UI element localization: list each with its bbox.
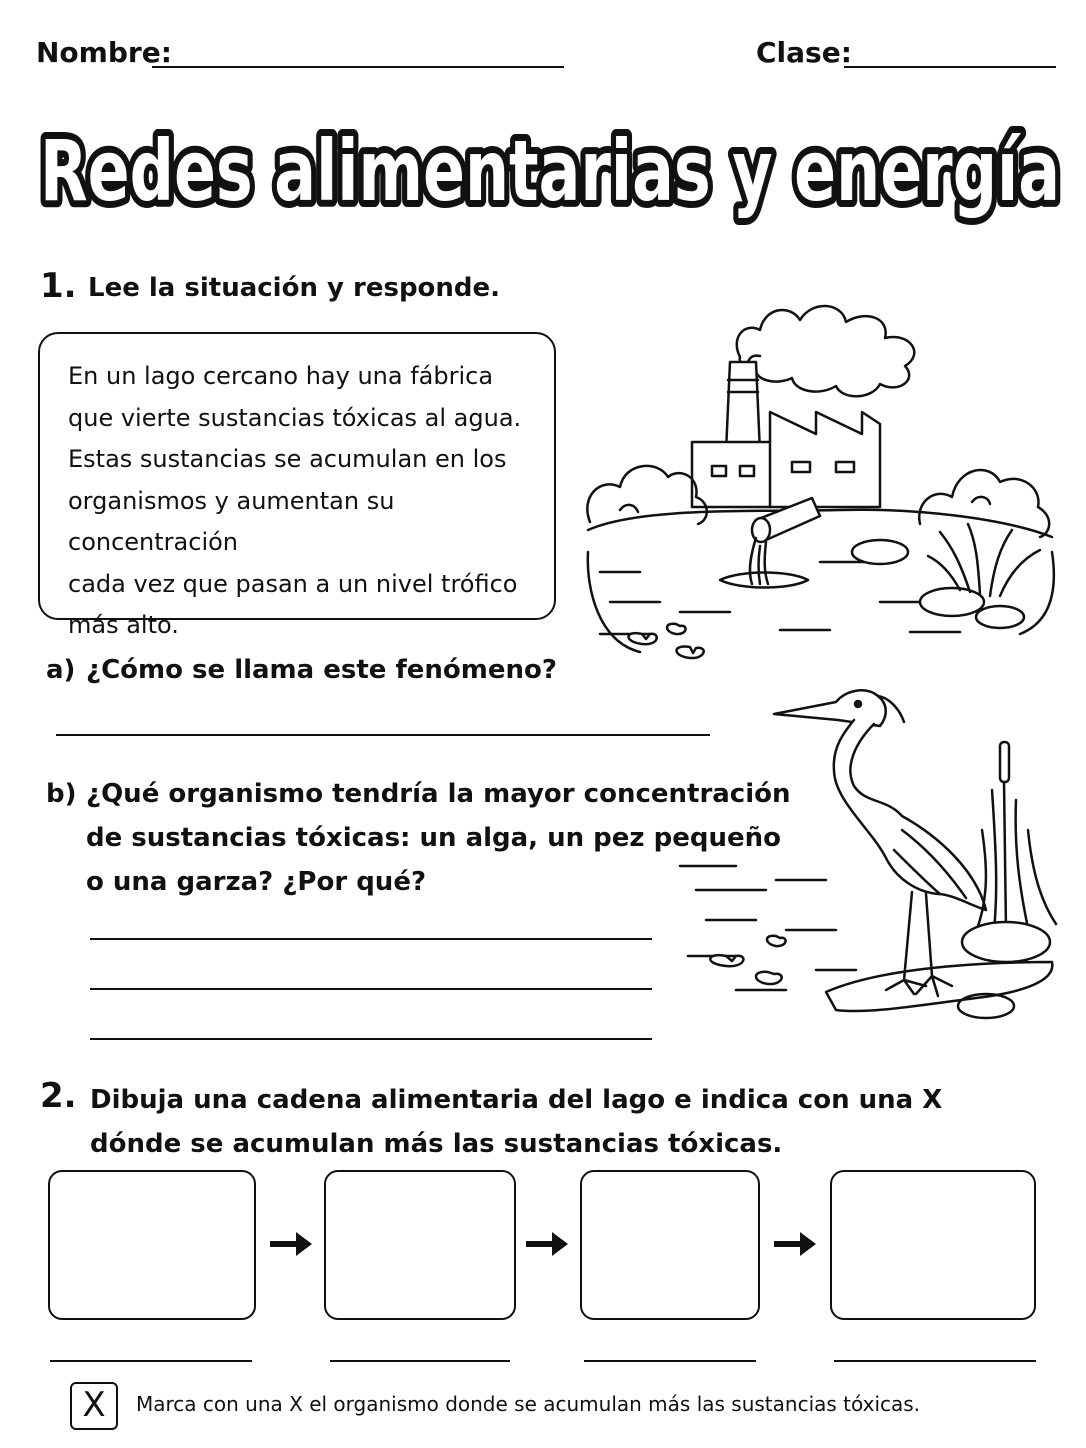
page-title-text: Redes alimentarias y energía [40, 122, 1060, 220]
q1a-text: ¿Cómo se llama este fenómeno? [86, 655, 557, 685]
answer-line-b2[interactable] [90, 968, 652, 990]
q1a-label: a) [46, 655, 76, 685]
answer-line-b1[interactable] [90, 918, 652, 940]
answer-line-b3[interactable] [90, 1018, 652, 1040]
story-line: más alto. [68, 611, 179, 639]
footer-text: Marca con una X el organismo donde se acumulan más las sustancias tóxicas. [136, 1392, 921, 1416]
arrow-right-icon [522, 1224, 572, 1264]
name-field[interactable] [152, 44, 564, 68]
label-line-1[interactable] [50, 1342, 252, 1362]
q1-instruction: Lee la situación y responde. [88, 273, 501, 303]
story-text [68, 356, 548, 647]
q1-number: 1. [40, 266, 77, 306]
story-line: cada vez que pasan a un nivel trófico [68, 569, 518, 598]
story-line: En un lago cercano hay una fábrica [68, 362, 494, 390]
heron-illustration [676, 680, 1066, 1040]
food-chain-box-4[interactable] [830, 1170, 1036, 1320]
q2-line: dónde se acumulan más las sustancias tóxicas. [90, 1129, 783, 1159]
factory-lake-illustration [580, 262, 1060, 662]
name-label: Nombre: [36, 36, 172, 69]
x-mark-box [70, 1382, 118, 1430]
q2-text [90, 1078, 942, 1166]
label-line-4[interactable] [834, 1342, 1036, 1362]
food-chain-box-3[interactable] [580, 1170, 760, 1320]
food-chain-box-2[interactable] [324, 1170, 516, 1320]
answer-line-a[interactable] [56, 714, 710, 736]
story-line: Estas sustancias se acumulan en los [68, 445, 507, 473]
story-line: que vierte sustancias tóxicas al agua. [68, 403, 522, 432]
q2-number: 2. [40, 1076, 77, 1116]
label-line-2[interactable] [330, 1342, 510, 1362]
q1b-label: b) [46, 779, 77, 809]
svg-text:Redes alimentarias y energía: Redes alimentarias y energía [40, 122, 1060, 220]
q1b-line: de sustancias tóxicas: un alga, un pez pequeño [86, 823, 781, 853]
story-line: organismos y aumentan su concentración [68, 486, 395, 556]
x-mark: X [82, 1385, 106, 1425]
arrow-right-icon [770, 1224, 820, 1264]
q1b-line: ¿Qué organismo tendría la mayor concentración [86, 779, 791, 809]
page-title [30, 92, 1070, 232]
story-box [38, 332, 556, 639]
class-label: Clase: [756, 36, 852, 69]
q1b-line: o una garza? ¿Por qué? [86, 867, 427, 897]
q2-line: Dibuja una cadena alimentaria del lago e indica con una X [90, 1085, 943, 1115]
arrow-right-icon [266, 1224, 316, 1264]
food-chain-box-1[interactable] [48, 1170, 256, 1320]
class-field[interactable] [844, 44, 1056, 68]
label-line-3[interactable] [584, 1342, 756, 1362]
